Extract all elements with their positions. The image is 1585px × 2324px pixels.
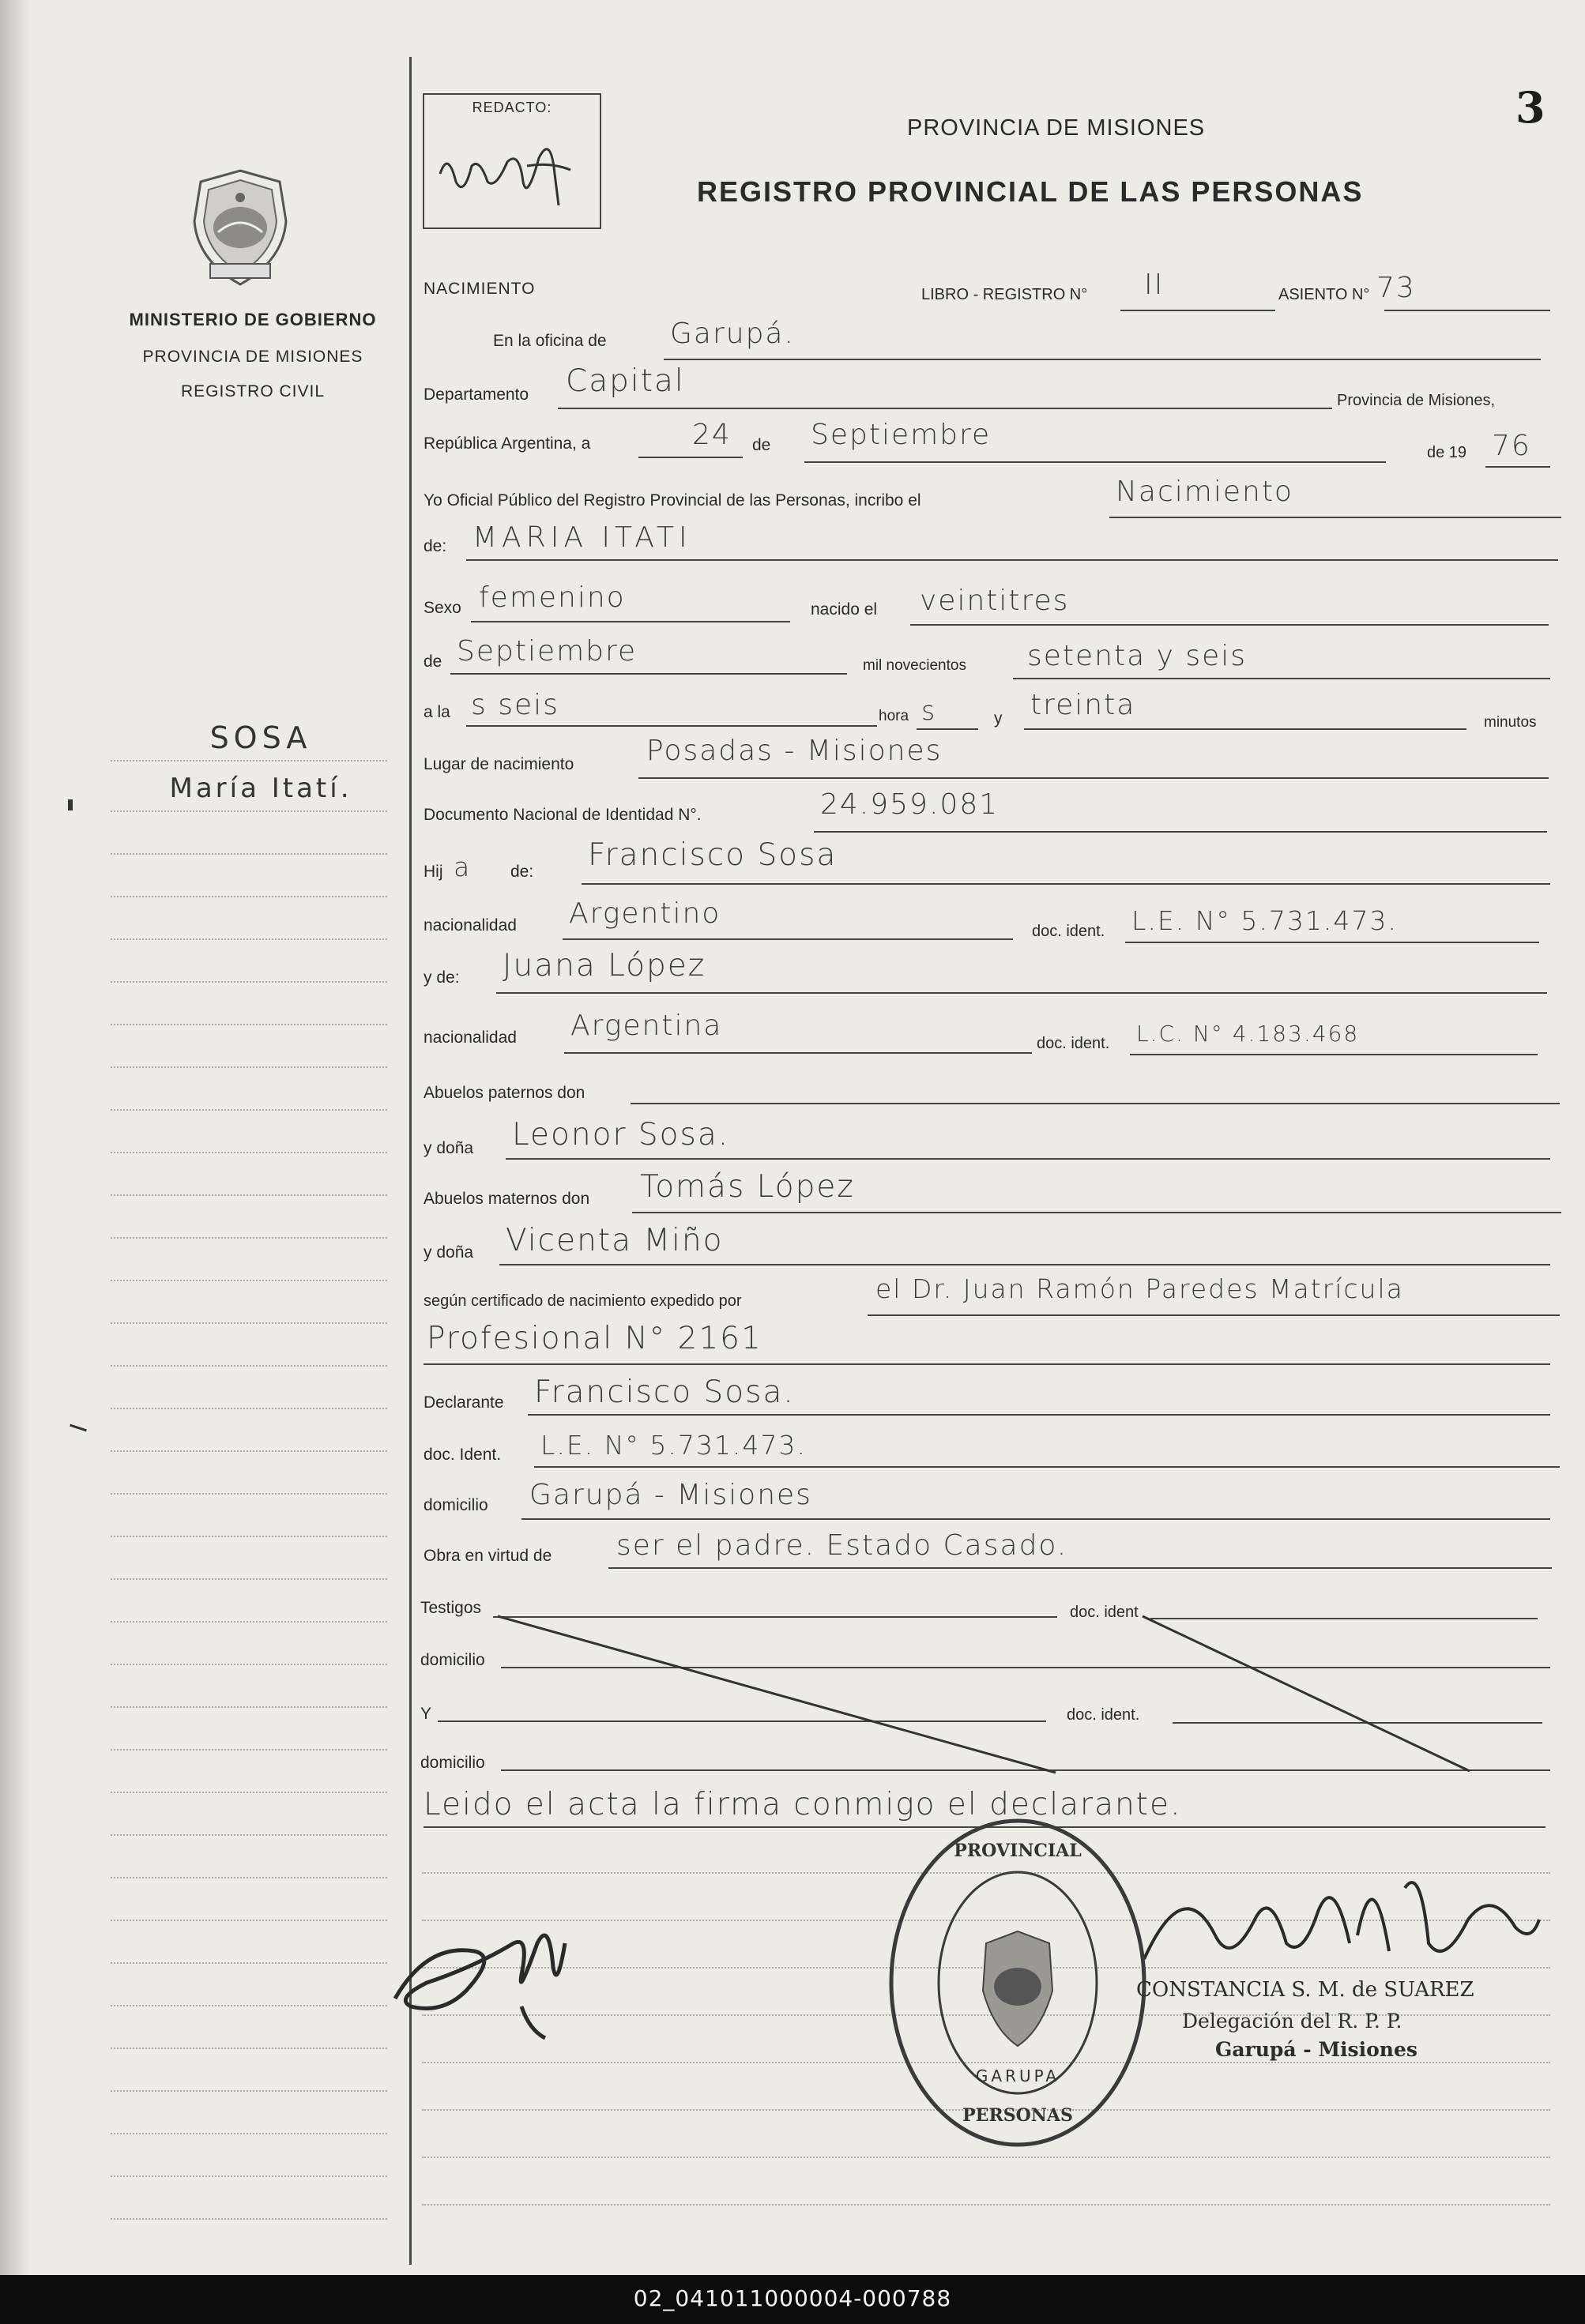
certificado-value-2: Profesional N° 2161 xyxy=(427,1321,762,1356)
margin-line xyxy=(111,1792,387,1793)
padre-nac-underline xyxy=(563,938,1013,940)
minutos-value: treinta xyxy=(1030,689,1136,721)
official-place: Garupá - Misiones xyxy=(1215,2038,1417,2061)
testigos-strike-lines xyxy=(490,1604,1549,1785)
testigos-doc-label: doc. ident xyxy=(1070,1604,1139,1621)
doc-decl-value: L.E. N° 5.731.473. xyxy=(540,1430,807,1461)
certificado-underline xyxy=(868,1314,1560,1316)
margin-line xyxy=(111,1493,387,1495)
oficial-label: Yo Oficial Público del Registro Provincial de las Personas, incribo el xyxy=(424,491,921,510)
oficina-value: Garupá. xyxy=(670,318,795,350)
certificado-underline-2 xyxy=(424,1363,1550,1365)
nombre-underline xyxy=(466,559,1558,561)
margin-line xyxy=(111,1237,387,1239)
minutos-underline xyxy=(1024,728,1466,730)
yde-label: y de: xyxy=(424,968,460,987)
declarant-signature-icon xyxy=(379,1896,616,2054)
padre-underline xyxy=(582,883,1550,885)
hijo-de-label: de: xyxy=(510,863,534,881)
y2-label: Y xyxy=(420,1705,432,1723)
horas-suffix-value: s xyxy=(921,695,937,726)
margin-line xyxy=(111,1706,387,1708)
margin-line xyxy=(111,2005,387,2006)
margin-tick xyxy=(68,799,73,810)
libro-value: II xyxy=(1144,269,1165,301)
sexo-label: Sexo xyxy=(424,599,461,617)
margin-line xyxy=(111,1322,387,1324)
hora-value: s seis xyxy=(471,689,559,721)
margin-line xyxy=(111,1536,387,1537)
departamento-underline xyxy=(558,408,1332,409)
mil-label: mil novecientos xyxy=(863,657,966,674)
asiento-value: 73 xyxy=(1376,272,1416,304)
margin-line xyxy=(111,810,387,812)
domicilio2-label: domicilio xyxy=(420,1651,485,1669)
madre-doc-value: L.C. N° 4.183.468 xyxy=(1136,1021,1360,1047)
official-signature-icon xyxy=(1120,1841,1547,1983)
province-crest-icon xyxy=(186,166,294,292)
de-label: de xyxy=(752,436,771,454)
acto-underline xyxy=(1109,517,1561,518)
libro-underline xyxy=(1120,310,1275,311)
margin-line xyxy=(111,981,387,983)
page-number: 3 xyxy=(1515,82,1545,133)
dia-underline xyxy=(638,457,743,458)
lugar-label: Lugar de nacimiento xyxy=(424,755,574,773)
republica-label: República Argentina, a xyxy=(424,434,591,453)
mes2-underline xyxy=(450,673,847,675)
ydona2-label: y doña xyxy=(424,1243,474,1262)
page-edge-shadow xyxy=(0,0,32,2275)
mes-underline xyxy=(804,461,1386,463)
nacido-label: nacido el xyxy=(811,600,878,619)
abuelo-mat-underline xyxy=(632,1212,1561,1213)
sexo-underline xyxy=(471,621,790,622)
padre-doc-value: L.E. N° 5.731.473. xyxy=(1131,905,1398,936)
margin-line xyxy=(111,1066,387,1068)
ministry-registry: REGISTRO CIVIL xyxy=(180,382,326,400)
madre-doc-underline xyxy=(1130,1054,1538,1055)
oficina-underline xyxy=(664,359,1541,360)
svg-text:PROVINCIAL: PROVINCIAL xyxy=(954,1841,1082,1861)
abuela-pat-value: Leonor Sosa. xyxy=(512,1117,730,1153)
anio-value: 76 xyxy=(1492,430,1531,462)
margin-line xyxy=(111,938,387,940)
doc-decl-label: doc. Ident. xyxy=(424,1446,502,1464)
hora-underline xyxy=(466,725,877,727)
certificado-value: el Dr. Juan Ramón Paredes Matrícula xyxy=(875,1273,1404,1304)
redacto-label: REDACTO: xyxy=(472,100,552,115)
provincia-label: Provincia de Misiones, xyxy=(1337,392,1496,409)
domicilio-underline xyxy=(521,1518,1550,1520)
declarante-value: Francisco Sosa. xyxy=(534,1374,795,1410)
domicilio-value: Garupá - Misiones xyxy=(529,1479,812,1511)
abuela-mat-underline xyxy=(499,1264,1550,1265)
padre-doc-underline xyxy=(1125,942,1539,943)
abuelo-mat-value: Tomás López xyxy=(640,1169,855,1205)
official-role: Delegación del R. P. P. xyxy=(1182,2010,1402,2033)
nacido-underline xyxy=(910,624,1549,626)
margin-line xyxy=(111,760,387,762)
sexo-value: femenino xyxy=(479,581,626,614)
margin-surname: SOSA xyxy=(209,720,312,755)
margin-line xyxy=(111,1450,387,1452)
madre-underline xyxy=(496,992,1547,994)
obra-underline xyxy=(608,1567,1552,1569)
anio-letras-underline xyxy=(1013,678,1550,679)
nacimiento-label: NACIMIENTO xyxy=(424,280,536,298)
obra-label: Obra en virtud de xyxy=(424,1547,552,1565)
anio-underline xyxy=(1485,466,1550,468)
acto-value: Nacimiento xyxy=(1116,476,1293,508)
doc-decl-underline xyxy=(534,1466,1560,1468)
registry-title: REGISTRO PROVINCIAL DE LAS PERSONAS xyxy=(697,175,1364,208)
official-name: CONSTANCIA S. M. de SUAREZ xyxy=(1136,1978,1474,2002)
ministry-province: PROVINCIA DE MISIONES xyxy=(142,348,363,366)
margin-line xyxy=(111,2048,387,2049)
abuela-pat-underline xyxy=(506,1158,1550,1160)
leido-value: Leido el acta la firma conmigo el declarante. xyxy=(424,1787,1182,1822)
padre-nac-value: Argentino xyxy=(569,897,721,930)
y2-doc-label: doc. ident. xyxy=(1067,1706,1140,1724)
alas-label: a la xyxy=(424,703,450,721)
y-label: y xyxy=(994,709,1003,728)
declarante-label: Declarante xyxy=(424,1393,504,1412)
margin-line xyxy=(111,1408,387,1409)
margin-line xyxy=(111,1280,387,1281)
domicilio3-label: domicilio xyxy=(420,1754,485,1772)
de-nombre-label: de: xyxy=(424,537,447,555)
departamento-label: Departamento xyxy=(424,385,529,404)
anio-letras-value: setenta y seis xyxy=(1027,640,1248,672)
dni-label: Documento Nacional de Identidad N°. xyxy=(424,806,702,824)
margin-line xyxy=(111,2175,387,2177)
doc-ident-label: doc. ident. xyxy=(1032,923,1105,940)
abuelos-mat-label: Abuelos maternos don xyxy=(424,1190,590,1208)
certificado-label: según certificado de nacimiento expedido por xyxy=(424,1292,742,1310)
blank-line xyxy=(422,2157,1550,2158)
blank-line xyxy=(422,2204,1550,2206)
margin-line xyxy=(111,2218,387,2220)
doc-ident2-label: doc. ident. xyxy=(1037,1035,1110,1052)
margin-line xyxy=(111,1664,387,1665)
de-anio-label: de 19 xyxy=(1427,444,1467,461)
nacionalidad-label: nacionalidad xyxy=(424,916,517,934)
padre-value: Francisco Sosa xyxy=(588,837,838,873)
margin-line xyxy=(111,1024,387,1025)
abuelos-pat-label: Abuelos paternos don xyxy=(424,1084,585,1102)
margin-line xyxy=(111,896,387,897)
lugar-underline xyxy=(638,777,1549,779)
nombre-value: MARIA ITATI xyxy=(472,521,692,554)
margin-line xyxy=(111,853,387,855)
margin-line xyxy=(111,1962,387,1964)
madre-nac-underline xyxy=(564,1052,1032,1054)
abuela-mat-value: Vicenta Miño xyxy=(506,1223,724,1258)
margin-line xyxy=(111,2090,387,2092)
de2-label: de xyxy=(424,652,442,671)
ydona-label: y doña xyxy=(424,1139,474,1157)
domicilio-label: domicilio xyxy=(424,1496,488,1514)
minutos-label: minutos xyxy=(1484,714,1537,731)
margin-line xyxy=(111,1877,387,1878)
dni-underline xyxy=(814,831,1547,833)
horas-underline xyxy=(917,728,978,730)
province-title: PROVINCIA DE MISIONES xyxy=(907,115,1206,141)
official-seal-icon xyxy=(883,1809,1152,2157)
margin-line xyxy=(111,1749,387,1751)
redacto-signature-icon xyxy=(432,126,590,221)
testigos-label: Testigos xyxy=(420,1599,482,1617)
mes2-value: Septiembre xyxy=(457,635,638,667)
ministry-title: MINISTERIO DE GOBIERNO xyxy=(129,310,377,329)
madre-value: Juana López xyxy=(503,948,706,983)
svg-text:PERSONAS: PERSONAS xyxy=(962,2105,1073,2126)
margin-line xyxy=(111,1365,387,1367)
oficina-label: En la oficina de xyxy=(493,332,607,350)
margin-line xyxy=(111,2133,387,2134)
margin-line xyxy=(111,1834,387,1836)
nacionalidad2-label: nacionalidad xyxy=(424,1029,517,1047)
margin-names: María Itatí. xyxy=(169,773,352,804)
lugar-value: Posadas - Misiones xyxy=(646,735,943,767)
hijo-label: Hij xyxy=(424,863,443,881)
margin-line xyxy=(111,1194,387,1196)
margin-line xyxy=(111,1152,387,1153)
margin-line xyxy=(111,1920,387,1921)
margin-line xyxy=(111,1109,387,1111)
margin-mark xyxy=(70,1424,87,1432)
mes-value: Septiembre xyxy=(811,419,992,451)
libro-label: LIBRO - REGISTRO N° xyxy=(921,286,1088,303)
nacido-value: veintitres xyxy=(920,585,1070,617)
departamento-value: Capital xyxy=(566,363,685,399)
margin-line xyxy=(111,1621,387,1623)
horas-label: hora xyxy=(879,708,909,724)
abuelos-pat-underline xyxy=(631,1103,1560,1104)
asiento-underline xyxy=(1384,310,1550,311)
hijo-suffix-value: a xyxy=(454,852,472,882)
file-id: 02_041011000004-000788 xyxy=(633,2285,952,2311)
svg-text:GARUPA: GARUPA xyxy=(975,2066,1060,2085)
margin-line xyxy=(111,1578,387,1580)
dia-value: 24 xyxy=(692,419,732,451)
redacto-box xyxy=(423,93,601,229)
declarante-underline xyxy=(528,1414,1550,1416)
dni-value: 24.959.081 xyxy=(820,788,1000,821)
madre-nac-value: Argentina xyxy=(570,1010,723,1042)
obra-value: ser el padre. Estado Casado. xyxy=(616,1529,1068,1562)
asiento-label: ASIENTO N° xyxy=(1278,286,1370,303)
